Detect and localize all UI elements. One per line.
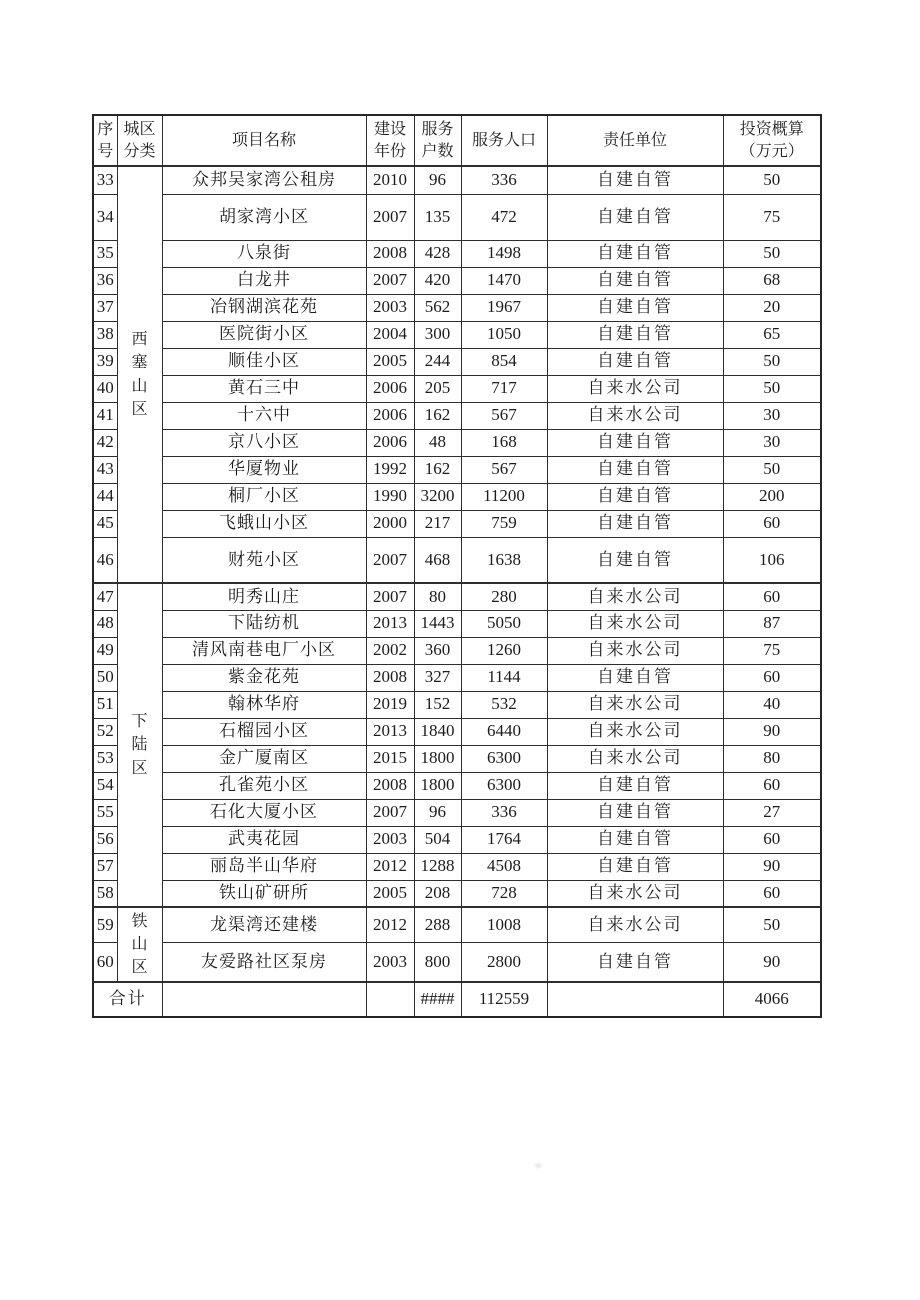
cell-investment: 27 <box>723 799 821 826</box>
cell-year: 2007 <box>366 537 414 583</box>
cell-unit: 自建自管 <box>547 348 723 375</box>
cell-households: 162 <box>414 402 461 429</box>
cell-year: 2002 <box>366 637 414 664</box>
cell-investment: 20 <box>723 294 821 321</box>
cell-investment: 60 <box>723 826 821 853</box>
cell-index: 48 <box>93 610 117 637</box>
cell-index: 40 <box>93 375 117 402</box>
table-row <box>93 718 821 745</box>
cell-unit: 自来水公司 <box>547 691 723 718</box>
cell-year: 2008 <box>366 664 414 691</box>
cell-population: 6440 <box>461 718 547 745</box>
table-row <box>93 240 821 267</box>
cell-year: 1992 <box>366 456 414 483</box>
cell-households: 1840 <box>414 718 461 745</box>
cell-investment: 80 <box>723 745 821 772</box>
cell-index: 41 <box>93 402 117 429</box>
cell-project: 飞蛾山小区 <box>162 510 366 537</box>
cell-population: 532 <box>461 691 547 718</box>
cell-population: 1260 <box>461 637 547 664</box>
cell-project: 白龙井 <box>162 267 366 294</box>
cell-investment: 68 <box>723 267 821 294</box>
cell-investment: 50 <box>723 375 821 402</box>
cell-index: 59 <box>93 907 117 942</box>
cell-project: 众邦吴家湾公租房 <box>162 166 366 194</box>
table-row <box>93 456 821 483</box>
cell-index: 36 <box>93 267 117 294</box>
table-row <box>93 294 821 321</box>
cell-index: 37 <box>93 294 117 321</box>
table-row <box>93 745 821 772</box>
cell-index: 49 <box>93 637 117 664</box>
cell-households: 1800 <box>414 772 461 799</box>
cell-year: 2005 <box>366 348 414 375</box>
cell-population: 336 <box>461 799 547 826</box>
cell-project: 友爱路社区泵房 <box>162 942 366 982</box>
cell-population: 1967 <box>461 294 547 321</box>
table-row <box>93 429 821 456</box>
district-label: 铁山区 <box>131 912 148 977</box>
header-row <box>93 115 821 166</box>
cell-investment: 87 <box>723 610 821 637</box>
cell-households: 135 <box>414 194 461 240</box>
cell-index: 57 <box>93 853 117 880</box>
cell-total-unit <box>547 982 723 1017</box>
cell-index: 34 <box>93 194 117 240</box>
cell-unit: 自建自管 <box>547 799 723 826</box>
cell-households: 80 <box>414 583 461 610</box>
cell-population: 717 <box>461 375 547 402</box>
cell-households: 217 <box>414 510 461 537</box>
cell-year: 2007 <box>366 267 414 294</box>
cell-project: 孔雀苑小区 <box>162 772 366 799</box>
cell-project: 八泉街 <box>162 240 366 267</box>
cell-households: 800 <box>414 942 461 982</box>
table-row <box>93 610 821 637</box>
cell-year: 2006 <box>366 402 414 429</box>
table-row <box>93 799 821 826</box>
cell-population: 1008 <box>461 907 547 942</box>
table-header <box>93 115 821 166</box>
cell-project: 明秀山庄 <box>162 583 366 610</box>
cell-population: 2800 <box>461 942 547 982</box>
header-households: 服务户数 <box>414 115 461 166</box>
district-label: 西塞山区 <box>131 331 148 418</box>
cell-population: 1050 <box>461 321 547 348</box>
cell-households: 1288 <box>414 853 461 880</box>
cell-project: 金广厦南区 <box>162 745 366 772</box>
header-unit: 责任单位 <box>547 115 723 166</box>
cell-households: 96 <box>414 166 461 194</box>
cell-investment: 50 <box>723 456 821 483</box>
cell-households: 360 <box>414 637 461 664</box>
table-row <box>93 583 821 610</box>
cell-index: 42 <box>93 429 117 456</box>
cell-year: 2004 <box>366 321 414 348</box>
cell-project: 石榴园小区 <box>162 718 366 745</box>
header-index: 序号 <box>93 115 117 166</box>
table-row <box>93 348 821 375</box>
cell-index: 50 <box>93 664 117 691</box>
cell-unit: 自建自管 <box>547 240 723 267</box>
cell-year: 2008 <box>366 772 414 799</box>
cell-population: 280 <box>461 583 547 610</box>
cell-population: 728 <box>461 880 547 907</box>
cell-investment: 75 <box>723 194 821 240</box>
table-row <box>93 375 821 402</box>
scan-speck <box>535 1163 542 1168</box>
cell-year: 2006 <box>366 375 414 402</box>
cell-investment: 60 <box>723 583 821 610</box>
cell-index: 53 <box>93 745 117 772</box>
cell-unit: 自建自管 <box>547 166 723 194</box>
cell-index: 58 <box>93 880 117 907</box>
cell-project: 黄石三中 <box>162 375 366 402</box>
cell-households: 1443 <box>414 610 461 637</box>
cell-project: 冶钢湖滨花苑 <box>162 294 366 321</box>
cell-year: 2010 <box>366 166 414 194</box>
table-row <box>93 691 821 718</box>
cell-households: 152 <box>414 691 461 718</box>
cell-unit: 自建自管 <box>547 429 723 456</box>
cell-index: 46 <box>93 537 117 583</box>
cell-households: 96 <box>414 799 461 826</box>
cell-population: 567 <box>461 456 547 483</box>
cell-investment: 40 <box>723 691 821 718</box>
cell-index: 60 <box>93 942 117 982</box>
cell-investment: 50 <box>723 907 821 942</box>
cell-index: 44 <box>93 483 117 510</box>
cell-total-label: 合计 <box>93 982 162 1017</box>
cell-unit: 自建自管 <box>547 853 723 880</box>
table-row <box>93 194 821 240</box>
cell-investment: 90 <box>723 718 821 745</box>
cell-investment: 90 <box>723 942 821 982</box>
district-label: 下陆区 <box>131 713 148 777</box>
header-investment: 投资概算（万元） <box>723 115 821 166</box>
cell-investment: 60 <box>723 772 821 799</box>
cell-households: 504 <box>414 826 461 853</box>
cell-project: 龙渠湾还建楼 <box>162 907 366 942</box>
cell-project: 清风南巷电厂小区 <box>162 637 366 664</box>
cell-project: 武夷花园 <box>162 826 366 853</box>
cell-investment: 60 <box>723 510 821 537</box>
cell-households: 428 <box>414 240 461 267</box>
cell-index: 55 <box>93 799 117 826</box>
cell-index: 35 <box>93 240 117 267</box>
table-row <box>93 537 821 583</box>
cell-unit: 自来水公司 <box>547 718 723 745</box>
cell-population: 5050 <box>461 610 547 637</box>
cell-project: 紫金花苑 <box>162 664 366 691</box>
cell-population: 1470 <box>461 267 547 294</box>
cell-unit: 自来水公司 <box>547 907 723 942</box>
cell-investment: 65 <box>723 321 821 348</box>
cell-unit: 自建自管 <box>547 664 723 691</box>
cell-investment: 90 <box>723 853 821 880</box>
cell-population: 1498 <box>461 240 547 267</box>
cell-unit: 自来水公司 <box>547 610 723 637</box>
cell-project: 十六中 <box>162 402 366 429</box>
cell-unit: 自来水公司 <box>547 375 723 402</box>
cell-year: 2003 <box>366 826 414 853</box>
cell-households: 468 <box>414 537 461 583</box>
cell-investment: 60 <box>723 880 821 907</box>
project-table <box>92 114 822 1018</box>
cell-project: 石化大厦小区 <box>162 799 366 826</box>
header-project: 项目名称 <box>162 115 366 166</box>
cell-district <box>117 583 162 907</box>
cell-households: 1800 <box>414 745 461 772</box>
cell-households: 562 <box>414 294 461 321</box>
cell-unit: 自来水公司 <box>547 880 723 907</box>
cell-year: 2007 <box>366 799 414 826</box>
cell-unit: 自来水公司 <box>547 402 723 429</box>
cell-project: 医院街小区 <box>162 321 366 348</box>
cell-population: 6300 <box>461 772 547 799</box>
cell-index: 54 <box>93 772 117 799</box>
cell-year: 2007 <box>366 194 414 240</box>
cell-year: 2003 <box>366 942 414 982</box>
table-row <box>93 637 821 664</box>
cell-year: 2007 <box>366 583 414 610</box>
table-row <box>93 267 821 294</box>
cell-households: 208 <box>414 880 461 907</box>
cell-population: 1144 <box>461 664 547 691</box>
cell-year: 2003 <box>366 294 414 321</box>
cell-year: 1990 <box>366 483 414 510</box>
cell-households: 300 <box>414 321 461 348</box>
cell-households: 327 <box>414 664 461 691</box>
cell-unit: 自建自管 <box>547 321 723 348</box>
cell-investment: 60 <box>723 664 821 691</box>
table-row <box>93 483 821 510</box>
cell-unit: 自建自管 <box>547 456 723 483</box>
cell-households: 205 <box>414 375 461 402</box>
cell-unit: 自来水公司 <box>547 637 723 664</box>
cell-unit: 自建自管 <box>547 294 723 321</box>
cell-index: 51 <box>93 691 117 718</box>
cell-population: 11200 <box>461 483 547 510</box>
cell-population: 1638 <box>461 537 547 583</box>
table-row <box>93 907 821 942</box>
table-body <box>93 166 821 1017</box>
cell-index: 33 <box>93 166 117 194</box>
cell-year: 2013 <box>366 718 414 745</box>
cell-project: 桐厂小区 <box>162 483 366 510</box>
cell-year: 2015 <box>366 745 414 772</box>
table-row <box>93 826 821 853</box>
cell-total-population: 112559 <box>461 982 547 1017</box>
cell-households: 288 <box>414 907 461 942</box>
cell-population: 759 <box>461 510 547 537</box>
cell-unit: 自建自管 <box>547 942 723 982</box>
cell-investment: 30 <box>723 429 821 456</box>
cell-index: 43 <box>93 456 117 483</box>
cell-population: 472 <box>461 194 547 240</box>
cell-total-households: #### <box>414 982 461 1017</box>
cell-index: 45 <box>93 510 117 537</box>
cell-project: 京八小区 <box>162 429 366 456</box>
table-row <box>93 321 821 348</box>
cell-project: 丽岛半山华府 <box>162 853 366 880</box>
table-row <box>93 880 821 907</box>
cell-unit: 自建自管 <box>547 537 723 583</box>
cell-investment: 50 <box>723 348 821 375</box>
cell-population: 854 <box>461 348 547 375</box>
table-row <box>93 166 821 194</box>
cell-project: 顺佳小区 <box>162 348 366 375</box>
cell-year: 2012 <box>366 907 414 942</box>
cell-households: 3200 <box>414 483 461 510</box>
cell-project: 铁山矿研所 <box>162 880 366 907</box>
cell-population: 168 <box>461 429 547 456</box>
cell-index: 52 <box>93 718 117 745</box>
header-population: 服务人口 <box>461 115 547 166</box>
cell-investment: 200 <box>723 483 821 510</box>
cell-year: 2012 <box>366 853 414 880</box>
cell-unit: 自建自管 <box>547 267 723 294</box>
cell-total-year <box>366 982 414 1017</box>
table-row <box>93 853 821 880</box>
cell-investment: 75 <box>723 637 821 664</box>
cell-unit: 自建自管 <box>547 510 723 537</box>
cell-unit: 自来水公司 <box>547 745 723 772</box>
table-row <box>93 510 821 537</box>
cell-project: 华厦物业 <box>162 456 366 483</box>
table-row <box>93 664 821 691</box>
header-year: 建设年份 <box>366 115 414 166</box>
cell-population: 6300 <box>461 745 547 772</box>
cell-year: 2008 <box>366 240 414 267</box>
table-row <box>93 942 821 982</box>
cell-investment: 50 <box>723 240 821 267</box>
cell-project: 胡家湾小区 <box>162 194 366 240</box>
cell-project: 下陆纺机 <box>162 610 366 637</box>
cell-district <box>117 166 162 583</box>
cell-investment: 50 <box>723 166 821 194</box>
table-row <box>93 402 821 429</box>
cell-project: 翰林华府 <box>162 691 366 718</box>
cell-index: 47 <box>93 583 117 610</box>
cell-households: 244 <box>414 348 461 375</box>
cell-index: 39 <box>93 348 117 375</box>
cell-unit: 自建自管 <box>547 826 723 853</box>
cell-households: 48 <box>414 429 461 456</box>
cell-unit: 自建自管 <box>547 483 723 510</box>
total-row <box>93 982 821 1017</box>
cell-households: 162 <box>414 456 461 483</box>
cell-year: 2005 <box>366 880 414 907</box>
cell-year: 2013 <box>366 610 414 637</box>
cell-index: 56 <box>93 826 117 853</box>
cell-unit: 自来水公司 <box>547 583 723 610</box>
cell-population: 1764 <box>461 826 547 853</box>
cell-project: 财苑小区 <box>162 537 366 583</box>
cell-population: 336 <box>461 166 547 194</box>
cell-year: 2019 <box>366 691 414 718</box>
cell-unit: 自建自管 <box>547 194 723 240</box>
cell-households: 420 <box>414 267 461 294</box>
cell-investment: 106 <box>723 537 821 583</box>
cell-total-investment: 4066 <box>723 982 821 1017</box>
cell-total-project <box>162 982 366 1017</box>
header-district: 城区分类 <box>117 115 162 166</box>
cell-year: 2006 <box>366 429 414 456</box>
cell-index: 38 <box>93 321 117 348</box>
table-row <box>93 772 821 799</box>
cell-year: 2000 <box>366 510 414 537</box>
cell-population: 4508 <box>461 853 547 880</box>
cell-district <box>117 907 162 982</box>
cell-population: 567 <box>461 402 547 429</box>
cell-investment: 30 <box>723 402 821 429</box>
cell-unit: 自建自管 <box>547 772 723 799</box>
